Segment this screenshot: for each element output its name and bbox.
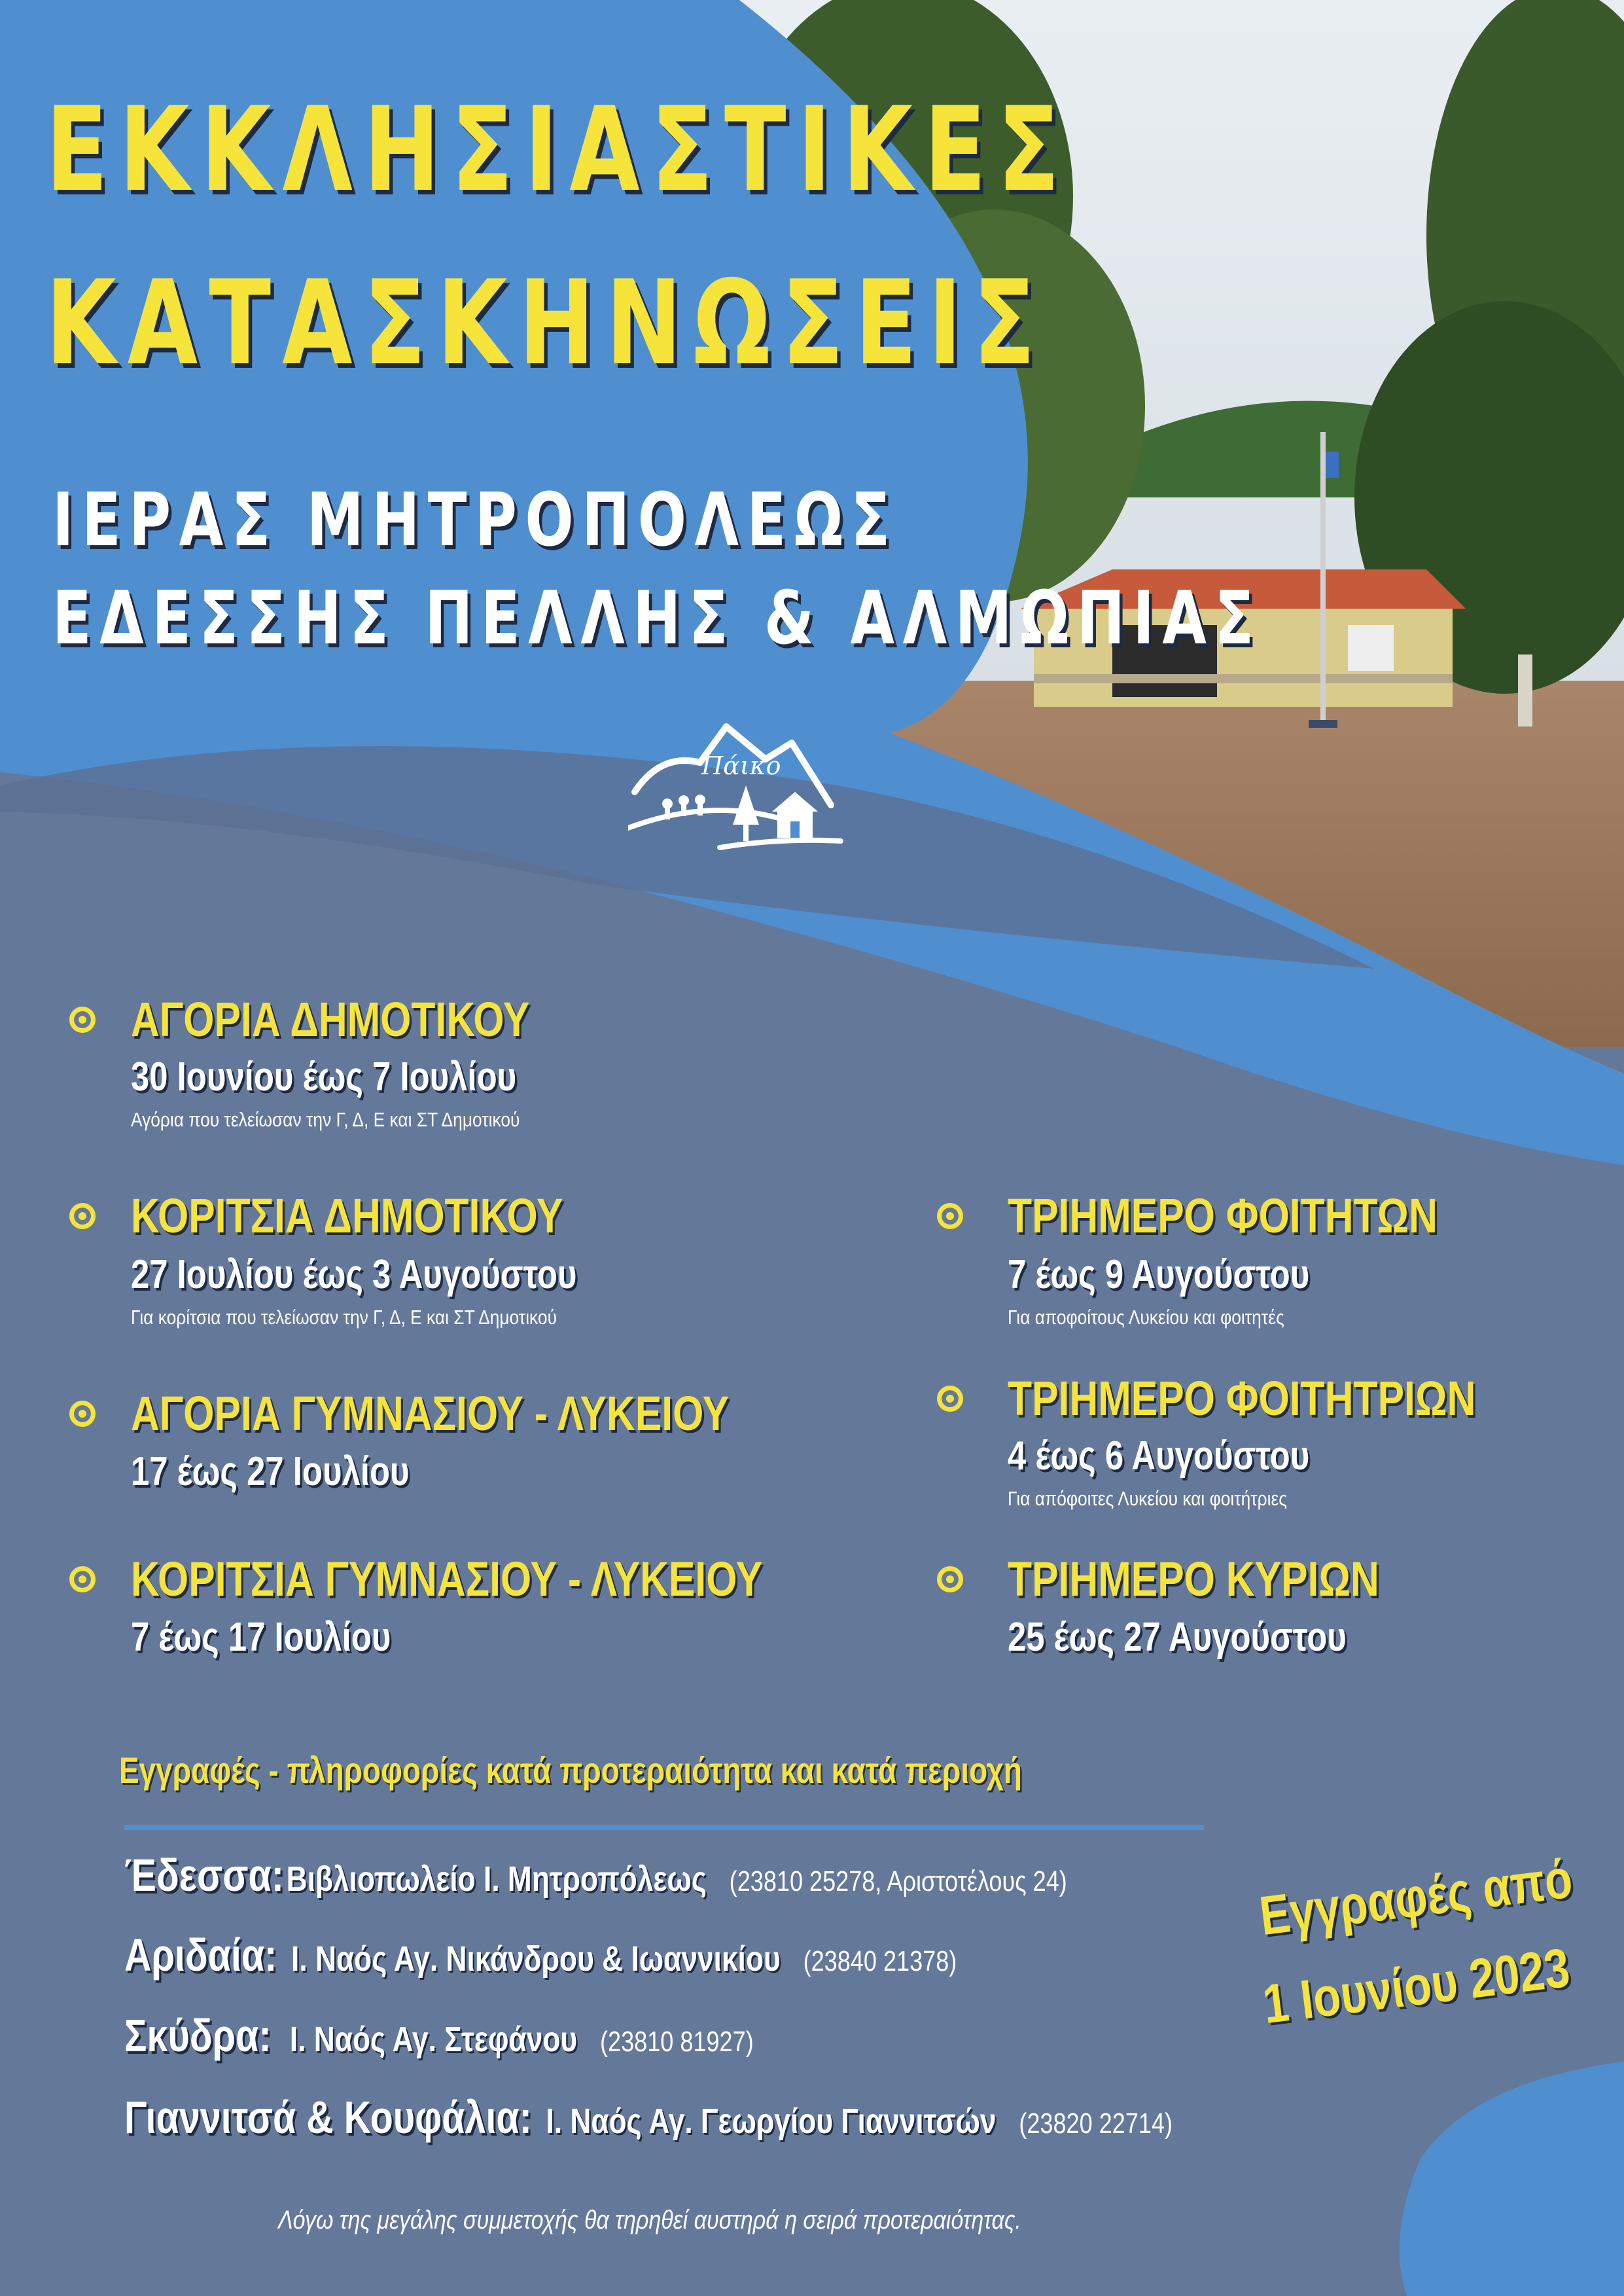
subtitle-line-2: ΕΔΕΣΣΗΣ ΠΕΛΛΗΣ & ΑΛΜΩΠΙΑΣ bbox=[52, 576, 1262, 661]
bullet-icon bbox=[69, 1401, 96, 1427]
location-phone: (23820 22714) bbox=[1019, 2108, 1173, 2140]
location-place: Ι. Ναός Αγ. Γεωργίου Γιαννιτσών bbox=[546, 2102, 997, 2141]
location-city: Έδεσσα: bbox=[124, 1850, 284, 1901]
camp-dates: 4 έως 6 Αυγούστου bbox=[1008, 1433, 1310, 1479]
camp-title: ΤΡΙΗΜΕΡΟ ΦΟΙΤΗΤΩΝ bbox=[1008, 1189, 1438, 1243]
registration-location bbox=[124, 2091, 1173, 2144]
camp-dates: 30 Ιουνίου έως 7 Ιουλίου bbox=[131, 1054, 517, 1100]
bullet-icon bbox=[937, 1203, 963, 1229]
camp-title: ΤΡΙΗΜΕΡΟ ΚΥΡΙΩΝ bbox=[1008, 1552, 1379, 1606]
camp-title: ΚΟΡΙΤΣΙΑ ΔΗΜΟΤΙΚΟΥ bbox=[131, 1189, 563, 1243]
camp-dates: 7 έως 9 Αυγούστου bbox=[1008, 1252, 1310, 1297]
registration-location bbox=[124, 1849, 1067, 1901]
registration-heading: Εγγραφές - πληροφορίες κατά προτεραιότητα και κατά περιοχή bbox=[119, 1749, 1022, 1791]
camp-dates: 27 Ιουλίου έως 3 Αυγούστου bbox=[131, 1252, 577, 1297]
subtitle-line-1: ΙΕΡΑΣ ΜΗΤΡΟΠΟΛΕΩΣ bbox=[52, 478, 898, 563]
location-place: Ι. Ναός Αγ. Στεφάνου bbox=[289, 2020, 578, 2059]
location-city: Γιαννιτσά & Κουφάλια: bbox=[124, 2092, 532, 2143]
camp-title: ΑΓΟΡΙΑ ΔΗΜΟΤΙΚΟΥ bbox=[131, 992, 530, 1047]
location-city: Αριδαία: bbox=[124, 1929, 277, 1981]
location-city: Σκύδρα: bbox=[124, 2010, 272, 2061]
location-place: Βιβλιοπωλείο Ι. Μητροπόλεως bbox=[286, 1859, 707, 1899]
camp-title: ΑΓΟΡΙΑ ΓΥΜΝΑΣΙΟΥ - ΛΥΚΕΙΟΥ bbox=[131, 1386, 730, 1441]
camp-dates: 25 έως 27 Αυγούστου bbox=[1008, 1615, 1347, 1660]
camp-title: ΤΡΙΗΜΕΡΟ ΦΟΙΤΗΤΡΙΩΝ bbox=[1008, 1371, 1476, 1426]
camp-dates: 17 έως 27 Ιουλίου bbox=[131, 1449, 410, 1494]
registration-location bbox=[124, 2009, 754, 2062]
bullet-icon bbox=[69, 1566, 96, 1592]
bullet-icon bbox=[937, 1566, 963, 1592]
registration-location bbox=[124, 1929, 957, 1981]
camp-note: Για απόφοιτες Λυκείου και φοιτήτριες bbox=[1008, 1487, 1287, 1510]
location-phone: (23840 21378) bbox=[803, 1945, 957, 1977]
location-phone: (23810 81927) bbox=[599, 2026, 754, 2058]
camp-note: Για αποφοίτους Λυκείου και φοιτητές bbox=[1008, 1306, 1284, 1329]
camp-note: Αγόρια που τελείωσαν την Γ, Δ, Ε και ΣΤ Δημοτικού bbox=[131, 1108, 520, 1131]
logo-text: Πάικο bbox=[701, 751, 781, 780]
camp-note: Για κορίτσια που τελείωσαν την Γ, Δ, Ε και ΣΤ Δημοτικού bbox=[131, 1306, 557, 1329]
title-line-2: ΚΑΤΑΣΚΗΝΩΣΕΙΣ bbox=[46, 255, 1047, 391]
paiko-logo bbox=[628, 713, 844, 857]
bullet-icon bbox=[69, 1203, 96, 1229]
registration-start-line-1: Εγγραφές από bbox=[1256, 1847, 1576, 1947]
mountain-logo-icon bbox=[628, 713, 844, 857]
footer-note: Λόγω της μεγάλης συμμετοχής θα τηρηθεί αυστηρά η σειρά προτεραιότητας. bbox=[278, 2206, 1021, 2234]
location-place: Ι. Ναός Αγ. Νικάνδρου & Ιωαννικίου bbox=[291, 1939, 781, 1979]
location-phone: (23810 25278, Αριστοτέλους 24) bbox=[729, 1865, 1067, 1897]
camp-dates: 7 έως 17 Ιουλίου bbox=[131, 1615, 391, 1660]
bullet-icon bbox=[937, 1386, 963, 1412]
registration-start-line-2: 1 Ιουνίου 2023 bbox=[1260, 1936, 1573, 2036]
title-line-1: ΕΚΚΛΗΣΙΑΣΤΙΚΕΣ bbox=[46, 82, 1071, 217]
camp-title: ΚΟΡΙΤΣΙΑ ΓΥΜΝΑΣΙΟΥ - ΛΥΚΕΙΟΥ bbox=[131, 1552, 763, 1606]
bullet-icon bbox=[69, 1007, 96, 1033]
